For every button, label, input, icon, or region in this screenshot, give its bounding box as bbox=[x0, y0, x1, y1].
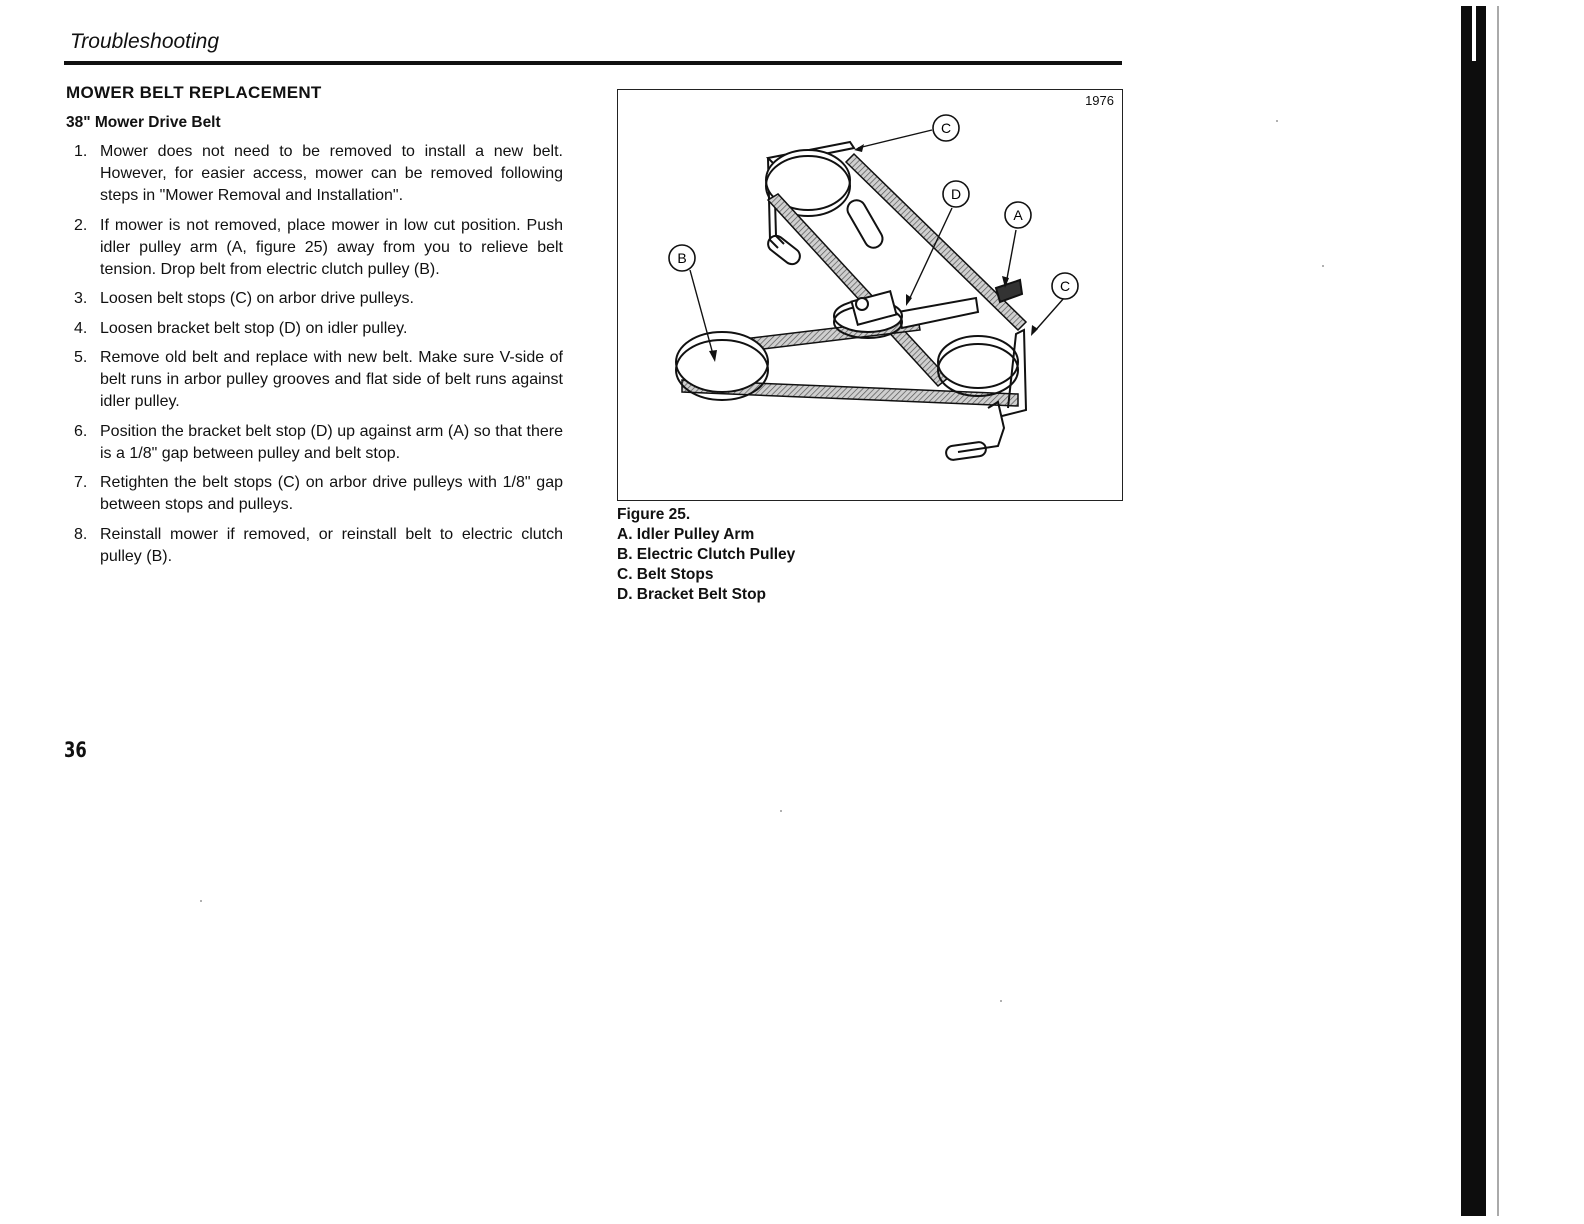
legend-item-a: A. Idler Pulley Arm bbox=[617, 526, 755, 543]
step-text: Position the bracket belt stop (D) up against arm (A) so that there is a 1/8" gap between pulley and belt stop. bbox=[100, 422, 563, 462]
scan-speckle bbox=[1322, 265, 1324, 267]
step-number: 3. bbox=[74, 290, 88, 307]
figure-id-number: 1976 bbox=[1085, 93, 1114, 108]
step-number: 5. bbox=[74, 349, 88, 366]
scan-binding-shadow bbox=[1461, 6, 1486, 1216]
step-item bbox=[66, 288, 563, 310]
procedure-steps bbox=[66, 141, 563, 575]
step-number: 2. bbox=[74, 216, 88, 234]
scan-page-edge bbox=[1497, 6, 1499, 1216]
step-number: 4. bbox=[74, 319, 88, 337]
callout-c-top bbox=[933, 115, 959, 141]
legend-item-b: B. Electric Clutch Pulley bbox=[617, 546, 796, 563]
callout-a bbox=[1005, 202, 1031, 228]
mower-belt-diagram bbox=[618, 90, 1122, 500]
legend-item-c: C. Belt Stops bbox=[617, 566, 714, 583]
step-number: 8. bbox=[74, 525, 88, 543]
step-text: Loosen belt stops (C) on arbor drive pulleys. bbox=[100, 290, 414, 307]
step-text: Mower does not need to be removed to install a new belt. However, for easier access, mower can be removed following steps in "Mower Removal and Installation". bbox=[100, 143, 563, 204]
step-item bbox=[66, 141, 563, 207]
step-item bbox=[66, 421, 563, 465]
callout-c-right bbox=[1052, 273, 1078, 299]
callout-label: A bbox=[1013, 207, 1023, 223]
page-header-title: Troubleshooting bbox=[70, 30, 220, 53]
legend-item-d: D. Bracket Belt Stop bbox=[617, 586, 767, 603]
caption-title: Figure 25. bbox=[617, 506, 691, 523]
callout-label: C bbox=[1059, 278, 1071, 294]
step-text: Reinstall mower if removed, or reinstall belt to electric clutch pulley (B). bbox=[100, 525, 563, 565]
step-number: 6. bbox=[74, 422, 88, 440]
callout-label: C bbox=[940, 120, 952, 136]
callout-d bbox=[943, 181, 969, 207]
figure-frame bbox=[617, 89, 1123, 501]
step-number: 7. bbox=[74, 474, 88, 491]
step-item bbox=[66, 347, 563, 413]
arbor-pulley-front bbox=[938, 336, 1018, 396]
step-item bbox=[66, 318, 563, 340]
step-text: Remove old belt and replace with new belt. Make sure V-side of belt runs in arbor pulley grooves and flat side of belt runs against idler pulley. bbox=[100, 349, 563, 410]
figure-caption bbox=[617, 505, 795, 605]
scan-speckle bbox=[200, 900, 202, 902]
callout-label: D bbox=[950, 186, 962, 202]
step-item bbox=[66, 524, 563, 568]
step-text: Loosen bracket belt stop (D) on idler pulley. bbox=[100, 319, 408, 337]
section-heading: MOWER BELT REPLACEMENT bbox=[66, 83, 322, 102]
callout-label: B bbox=[677, 250, 687, 266]
scan-binding-gap bbox=[1472, 6, 1476, 61]
callout-b bbox=[669, 245, 695, 271]
step-text: If mower is not removed, place mower in low cut position. Push idler pulley arm (A, figure 25) away from you to relieve belt tension. Drop belt from electric clutch pulley (B). bbox=[100, 216, 563, 278]
step-text: Retighten the belt stops (C) on arbor drive pulleys with 1/8" gap between stops and pulleys. bbox=[100, 474, 563, 513]
step-number: 1. bbox=[74, 143, 88, 160]
header-rule bbox=[64, 61, 1122, 65]
subheading: 38" Mower Drive Belt bbox=[66, 114, 221, 131]
step-item bbox=[66, 472, 563, 516]
scan-speckle bbox=[780, 810, 782, 812]
scan-speckle bbox=[1000, 1000, 1002, 1002]
scan-speckle bbox=[1276, 120, 1278, 122]
step-item bbox=[66, 215, 563, 281]
page-number: 36 bbox=[64, 738, 87, 762]
